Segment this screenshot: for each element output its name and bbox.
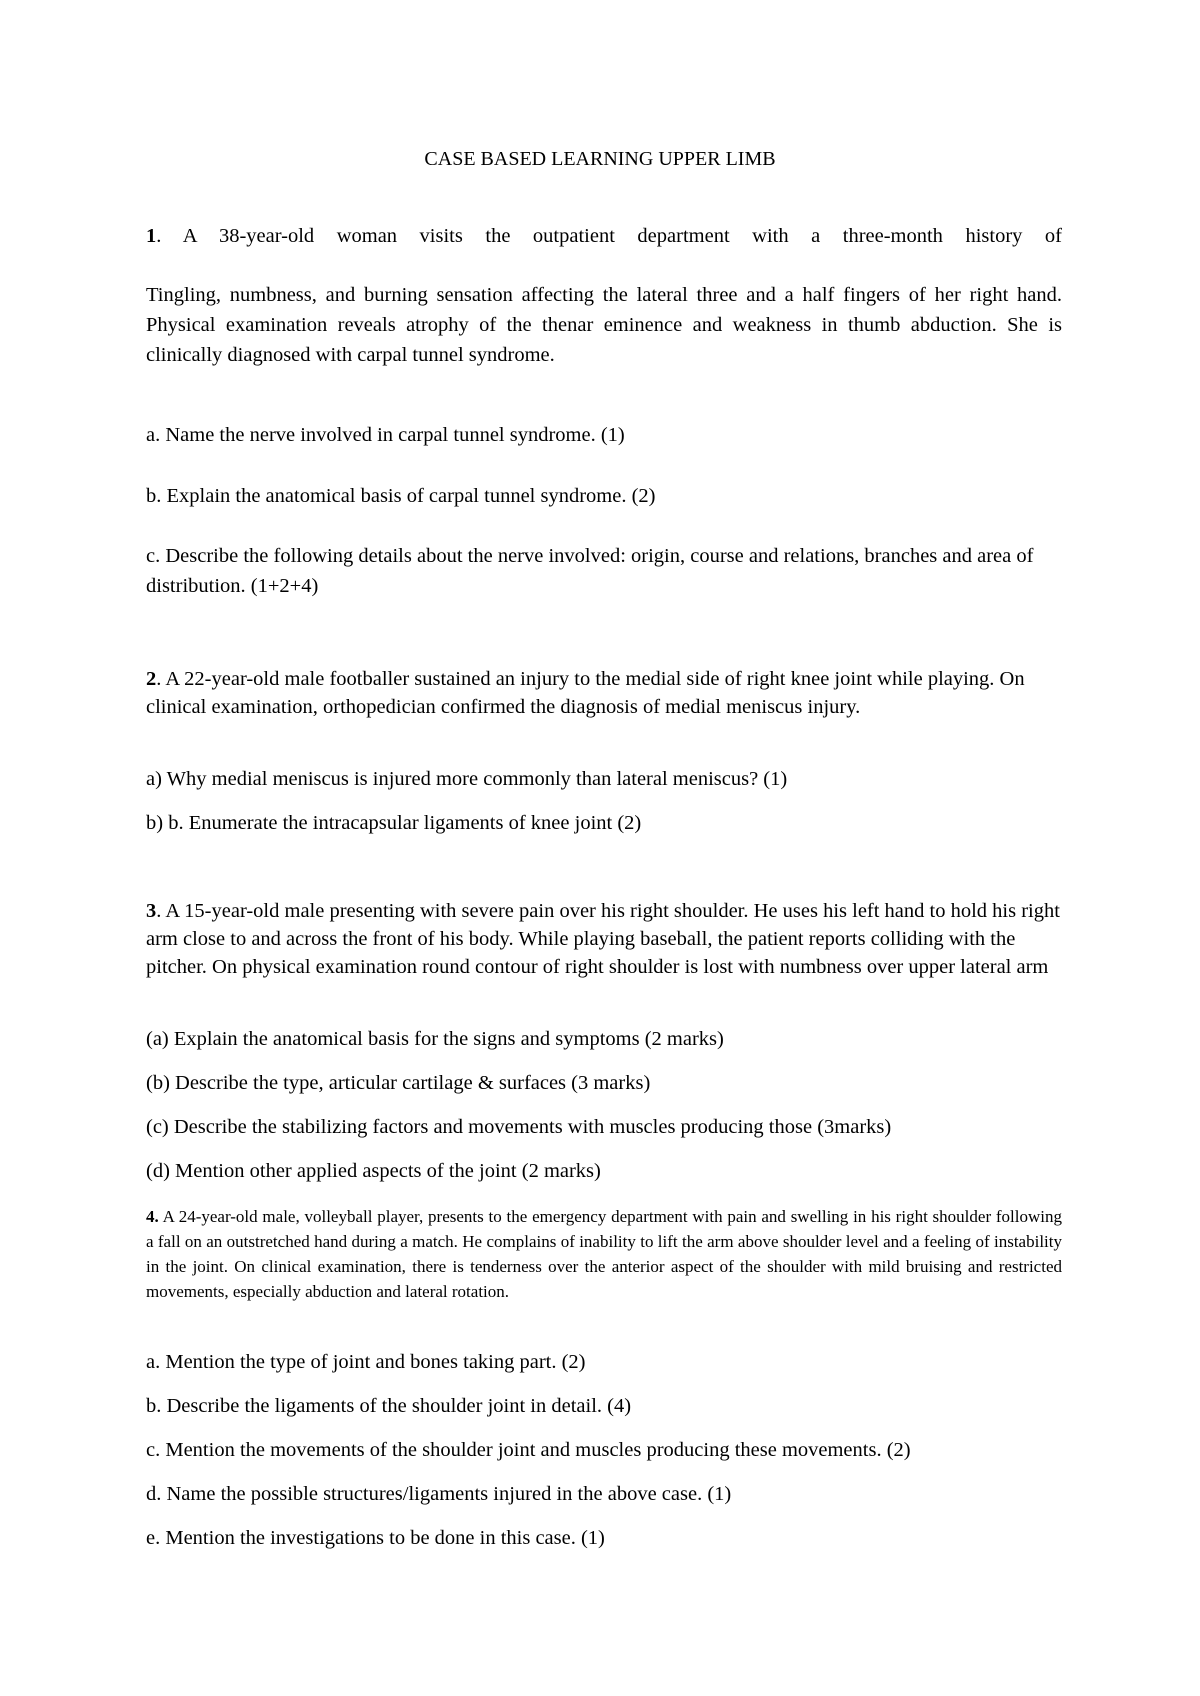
case-3-number: 3 bbox=[146, 900, 157, 922]
case-2-number: 2 bbox=[146, 668, 157, 690]
case-4-stem-text: A 24-year-old male, volleyball player, presents to the emergency department with pain and swelling in his right shoulder following a fall on an outstretched hand during a match. He complains of inability to lift the arm above shoulder level and a feeling of instability in the joint. On clinical examination, there is tenderness over the anterior aspect of the shoulder with mild bruising and restricted movements, especially abduction and lateral rotation. bbox=[146, 1207, 1062, 1301]
case-3-stem-text: . A 15-year-old male presenting with severe pain over his right shoulder. He uses his left hand to hold his right arm close to and across the front of his body. While playing baseball, the patient reports colliding with the pitcher. On physical examination round contour of right shoulder is lost with numbness over upper lateral arm bbox=[146, 900, 1060, 978]
case-4-question-a: a. Mention the type of joint and bones taking part. (2) bbox=[146, 1351, 586, 1373]
case-3-question-d: (d) Mention other applied aspects of the joint (2 marks) bbox=[146, 1160, 601, 1182]
case-1-question-c: c. Describe the following details about the nerve involved: origin, course and relations, branches and area of distribution. (1+2+4) bbox=[146, 545, 1034, 597]
case-4-number: 4. bbox=[146, 1207, 159, 1226]
case-2-question-a: a) Why medial meniscus is injured more commonly than lateral meniscus? (1) bbox=[146, 768, 788, 790]
case-1-stem-text: . A 38-year-old woman visits the outpatient department with a three-month history of bbox=[156, 225, 1062, 247]
case-3-question-b: (b) Describe the type, articular cartilage & surfaces (3 marks) bbox=[146, 1072, 651, 1094]
case-3-question-a: (a) Explain the anatomical basis for the signs and symptoms (2 marks) bbox=[146, 1028, 724, 1050]
case-2-stem-text: . A 22-year-old male footballer sustained an injury to the medial side of right knee joint while playing. On clinical examination, orthopedician confirmed the diagnosis of medial meniscus injury. bbox=[146, 668, 1025, 718]
case-2-question-b: b) b. Enumerate the intracapsular ligaments of knee joint (2) bbox=[146, 812, 642, 834]
case-4-stem bbox=[146, 1204, 1062, 1304]
case-2-stem bbox=[146, 665, 1062, 721]
case-4-question-d: d. Name the possible structures/ligaments injured in the above case. (1) bbox=[146, 1483, 732, 1505]
case-1-number: 1 bbox=[146, 225, 157, 247]
document-title: CASE BASED LEARNING UPPER LIMB bbox=[424, 148, 776, 170]
case-4-question-b: b. Describe the ligaments of the shoulder joint in detail. (4) bbox=[146, 1395, 632, 1417]
case-4-question-c: c. Mention the movements of the shoulder joint and muscles producing these movements. (2) bbox=[146, 1439, 911, 1461]
case-1-stem-body: Tingling, numbness, and burning sensation affecting the lateral three and a half fingers of her right hand. Physical examination reveals atrophy of the thenar eminence and weakness in thumb abduction. She is clinically diagnosed with carpal tunnel syndrome. bbox=[146, 284, 1062, 366]
case-4-question-e: e. Mention the investigations to be done in this case. (1) bbox=[146, 1527, 605, 1549]
case-1-question-b: b. Explain the anatomical basis of carpal tunnel syndrome. (2) bbox=[146, 485, 656, 507]
case-1-question-a: a. Name the nerve involved in carpal tunnel syndrome. (1) bbox=[146, 424, 625, 446]
case-3-question-c: (c) Describe the stabilizing factors and movements with muscles producing those (3marks) bbox=[146, 1116, 892, 1138]
case-1-stem-first-line bbox=[146, 221, 1062, 251]
case-3-stem bbox=[146, 897, 1062, 981]
